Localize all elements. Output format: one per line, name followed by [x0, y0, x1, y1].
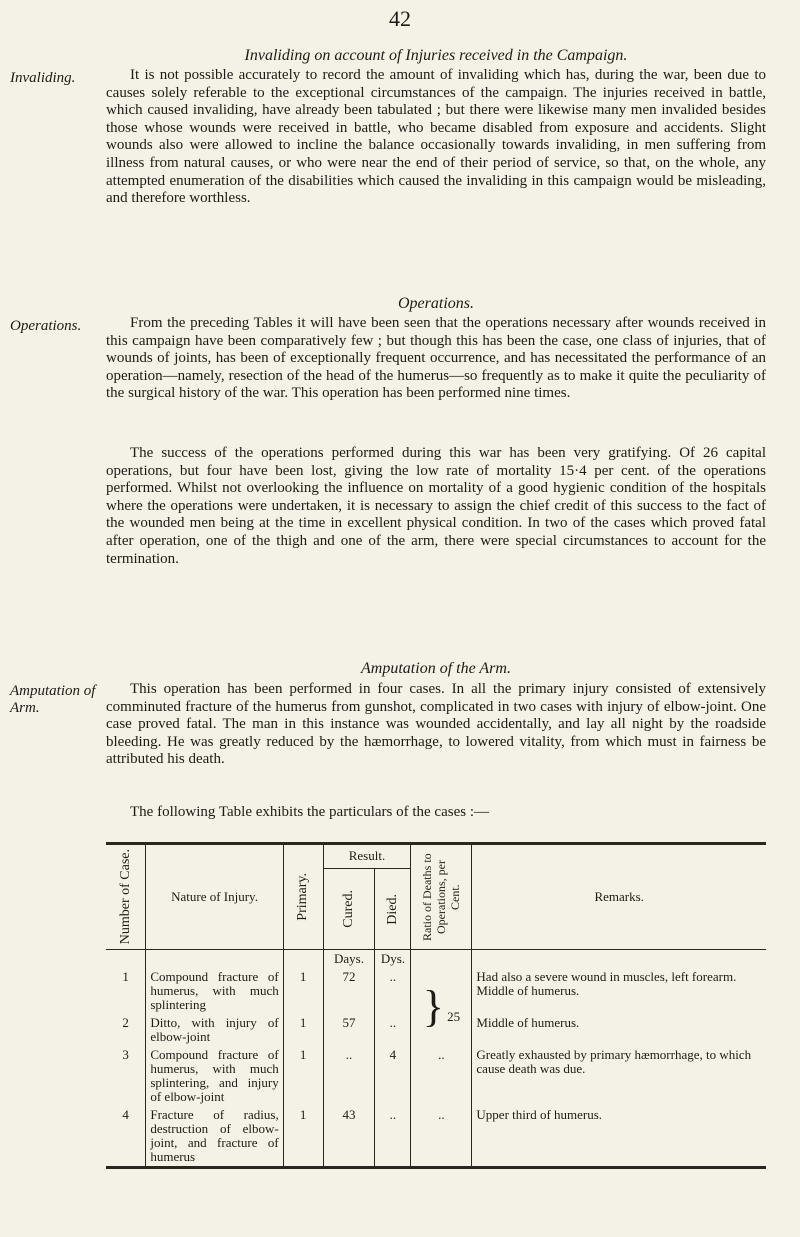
paragraph-operations-2: The success of the operations performed during this war has been very gratifying. Of 26 capital operations, but four have been lost, giving the low rate of mortality 15·4 per cent. of the operations performed. Whilst not overlooking the influence on mortality of a good hygienic condition of the hospitals where the operations were undertaken, it is necessary to assign the chief credit of this success to the fact of the wounded men being at the time in excellent physical condition. In two of the cases which proved fatal after operation, one of the thigh and one of the arm, there were special circumstances to account for the termination. — [106, 445, 766, 567]
case-number: 1 — [106, 968, 146, 1014]
primary-count: 1 — [283, 1046, 323, 1106]
table-row — [106, 1046, 766, 1106]
table-row — [106, 1106, 766, 1168]
unit-died: Dys. — [375, 950, 411, 969]
header-number-of-case: Number of Case. — [106, 844, 146, 950]
section-title-operations: Operations. — [398, 295, 474, 312]
amputation-cases-table — [106, 842, 766, 1169]
case-number: 2 — [106, 1014, 146, 1046]
header-cured: Cured. — [323, 868, 375, 949]
section-title-invaliding: Invaliding on account of Injuries received in the Campaign. — [244, 47, 628, 64]
case-number: 4 — [106, 1106, 146, 1168]
nature-of-injury: Compound fracture of humerus, with much splintering — [146, 968, 283, 1014]
section-title-amputation: Amputation of the Arm. — [361, 660, 511, 677]
cured-days: 43 — [323, 1106, 375, 1168]
ratio-cell: .. — [411, 1046, 472, 1106]
margin-note-amputation-line1: Amputation of — [10, 683, 96, 699]
paragraph-amputation-1: This operation has been performed in four cases. In all the primary injury consisted of extensively comminuted fracture of the humerus from gunshot, complicated in two cases with injury of elbow-joint. One case proved fatal. The man in this instance was wounded accidentally, and lay all night by the roadside bleeding. He was greatly reduced by the hæmorrhage, to lowered vitality, from which must in fairness be attributed his death. — [106, 681, 766, 768]
case-number: 3 — [106, 1046, 146, 1106]
header-remarks: Remarks. — [472, 844, 766, 950]
nature-of-injury: Fracture of radius, destruction of elbow-joint, and fracture of humerus — [146, 1106, 283, 1168]
died-days: .. — [375, 968, 411, 1014]
margin-note-invaliding: Invaliding. — [10, 70, 76, 86]
ratio-bracketed — [411, 968, 472, 1046]
cured-days: 72 — [323, 968, 375, 1014]
header-primary: Primary. — [283, 844, 323, 950]
header-died: Died. — [375, 868, 411, 949]
unit-cured: Days. — [323, 950, 375, 969]
primary-count: 1 — [283, 1106, 323, 1168]
nature-of-injury: Compound fracture of humerus, with much splintering, and injury of elbow-joint — [146, 1046, 283, 1106]
paragraph-invaliding: It is not possible accurately to record the amount of invaliding which has, during the war, been due to causes solely referable to the exceptional circumstances of the campaign. The injuries received in battle, which caused invaliding, have already been tabulated ; but there were likewise many men invalided besides those whose wounds were received in battle, who became disabled from exposure and accidents. Slight wounds also were allowed to incline the balance occasionally towards invaliding, in men suffering from illness from natural causes, or who were near the end of their period of service, so that, on the whole, any attempted enumeration of the disabilities which caused the invaliding in this campaign would be misleading, and therefore worthless. — [106, 67, 766, 207]
header-nature-of-injury: Nature of Injury. — [146, 844, 283, 950]
died-days: .. — [375, 1106, 411, 1168]
margin-note-amputation-line2: Arm. — [10, 700, 40, 716]
died-days: 4 — [375, 1046, 411, 1106]
primary-count: 1 — [283, 1014, 323, 1046]
remarks: Had also a severe wound in muscles, left forearm. Middle of humerus. — [472, 968, 766, 1014]
header-ratio: Ratio of Deaths to Operations, per Cent. — [411, 844, 472, 950]
cured-days: 57 — [323, 1014, 375, 1046]
header-result: Result. — [323, 844, 411, 869]
ratio-value: 25 — [447, 1009, 461, 1024]
primary-count: 1 — [283, 968, 323, 1014]
nature-of-injury: Ditto, with injury of elbow-joint — [146, 1014, 283, 1046]
margin-note-operations: Operations. — [10, 318, 82, 334]
remarks: Middle of humerus. — [472, 1014, 766, 1046]
paragraph-operations-1: From the preceding Tables it will have been seen that the operations necessary after wounds received in this campaign have been comparatively few ; but though this has been the case, one class of injuries, that of wounds of joints, has been of exceptionally frequent occurrence, and has necessitated the performance of an operation—namely, resection of the head of the humerus—so frequently as to make it quite the peculiarity of the surgical history of the war. This operation has been performed nine times. — [106, 315, 766, 402]
page-number: 42 — [389, 6, 411, 31]
units-row — [106, 950, 766, 969]
died-days: .. — [375, 1014, 411, 1046]
paragraph-amputation-2: The following Table exhibits the particulars of the cases :— — [130, 804, 489, 820]
bracket-glyph: } — [422, 982, 444, 1031]
cured-days: .. — [323, 1046, 375, 1106]
margin-note-amputation — [10, 683, 95, 717]
remarks: Upper third of humerus. — [472, 1106, 766, 1168]
remarks: Greatly exhausted by primary hæmorrhage, to which cause death was due. — [472, 1046, 766, 1106]
ratio-cell: .. — [411, 1106, 472, 1168]
table-row — [106, 968, 766, 1014]
